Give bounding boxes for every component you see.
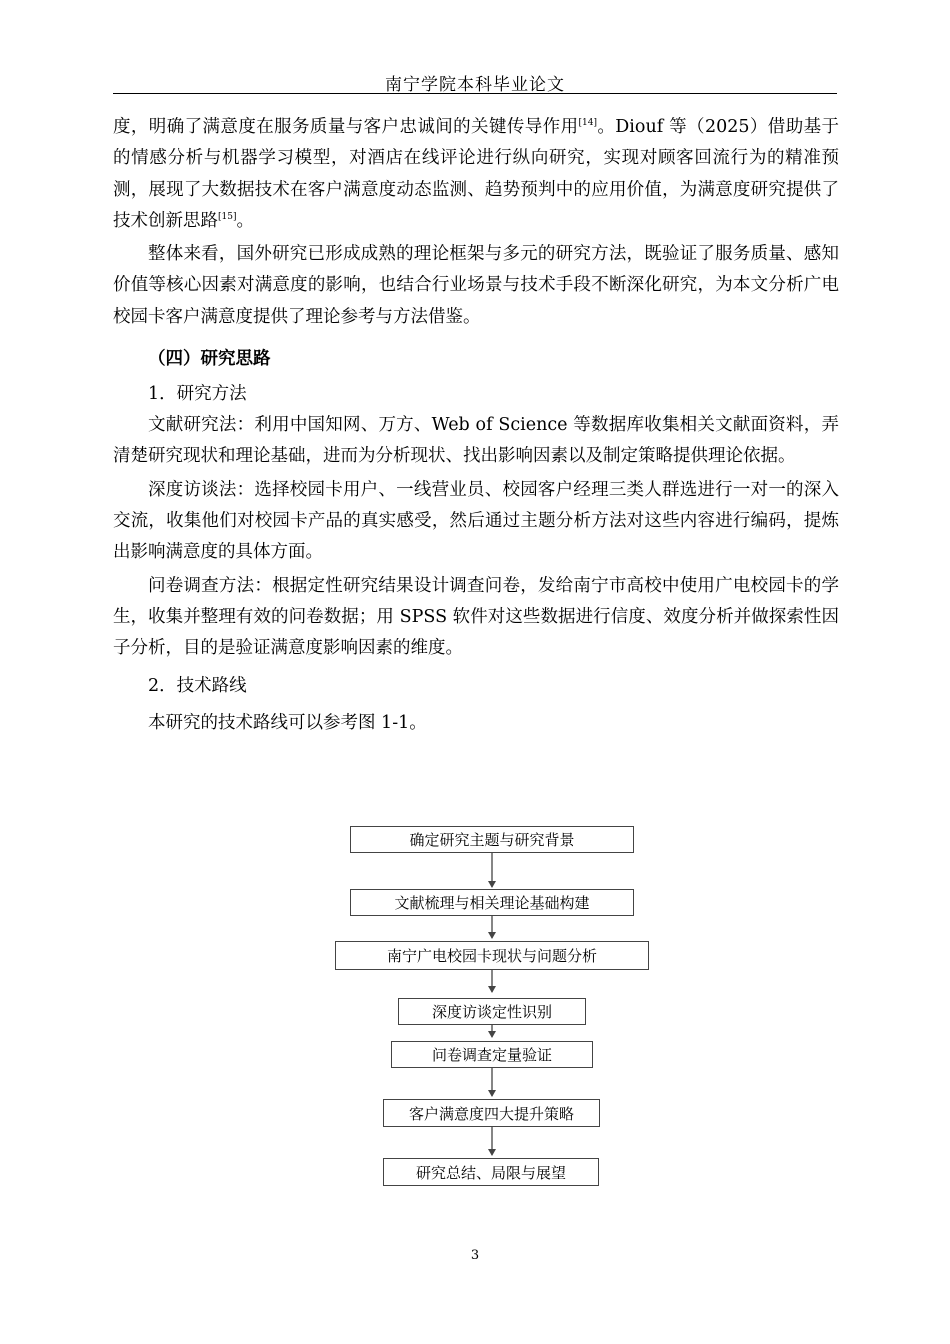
citation-14: [14] <box>578 118 597 128</box>
flow-step-7: 研究总结、局限与展望 <box>383 1158 599 1186</box>
paragraph-1-end: 。 <box>236 210 254 231</box>
flow-step-4: 深度访谈定性识别 <box>398 998 586 1025</box>
paragraph-2: 整体来看，国外研究已形成成熟的理论框架与多元的研究方法，既验证了服务质量、感知价值等核心因素对满意度的影响，也结合行业场景与技术手段不断深化研究，为本文分析广电校园卡客户满意度提供了理论参考与方法借鉴。 <box>113 244 839 327</box>
flow-step-1: 确定研究主题与研究背景 <box>350 826 634 853</box>
subheading-technical-route: 2．技术路线 <box>148 676 247 697</box>
paragraph-interview-method: 深度访谈法：选择校园卡用户、一线营业员、校园客户经理三类人群选进行一对一的深入交流，收集他们对校园卡产品的真实感受，然后通过主题分析方法对这些内容进行编码，提炼出影响满意度的具体方面。 <box>113 479 839 563</box>
paragraph-literature-method: 文献研究法：利用中国知网、万方、Web of Science 等数据库收集相关文献面资料，弄清楚研究现状和理论基础，进而为分析现状、找出影响因素以及制定策略提供理论依据。 <box>113 415 839 467</box>
running-header: 南宁学院本科毕业论文 <box>385 75 565 95</box>
flow-step-2: 文献梳理与相关理论基础构建 <box>350 889 634 916</box>
header-rule <box>113 93 837 94</box>
flow-step-6: 客户满意度四大提升策略 <box>383 1099 600 1127</box>
paragraph-survey-method: 问卷调查方法：根据定性研究结果设计调查问卷，发给南宁市高校中使用广电校园卡的学生，收集并整理有效的问卷数据；用 SPSS 软件对这些数据进行信度、效度分析并做探索性因子分析，目的是验证满意度影响因素的维度。 <box>113 575 839 659</box>
page-number: 3 <box>470 1248 480 1263</box>
flow-step-3: 南宁广电校园卡现状与问题分析 <box>335 941 649 970</box>
section-heading: （四）研究思路 <box>148 349 271 370</box>
paragraph-1-text: 度，明确了满意度在服务质量与客户忠诚间的关键传导作用 <box>113 117 579 137</box>
paragraph-1-continued: 。Diouf 等（2025）借助基于的情感分析与机器学习模型，对酒店在线评论进行纵向研究，实现对顾客回流行为的精准预测，展现了大数据技术在客户满意度动态监测、趋势预判中的应用价值，为满意度研究提供了技术创新思路 <box>113 117 840 231</box>
paragraph-figure-intro: 本研究的技术路线可以参考图 1-1。 <box>148 713 427 734</box>
flow-step-5: 问卷调查定量验证 <box>391 1041 593 1068</box>
citation-15: [15] <box>218 211 237 222</box>
paragraph-1 <box>113 112 839 237</box>
document-body <box>113 112 839 740</box>
subheading-research-methods: 1．研究方法 <box>148 384 247 405</box>
